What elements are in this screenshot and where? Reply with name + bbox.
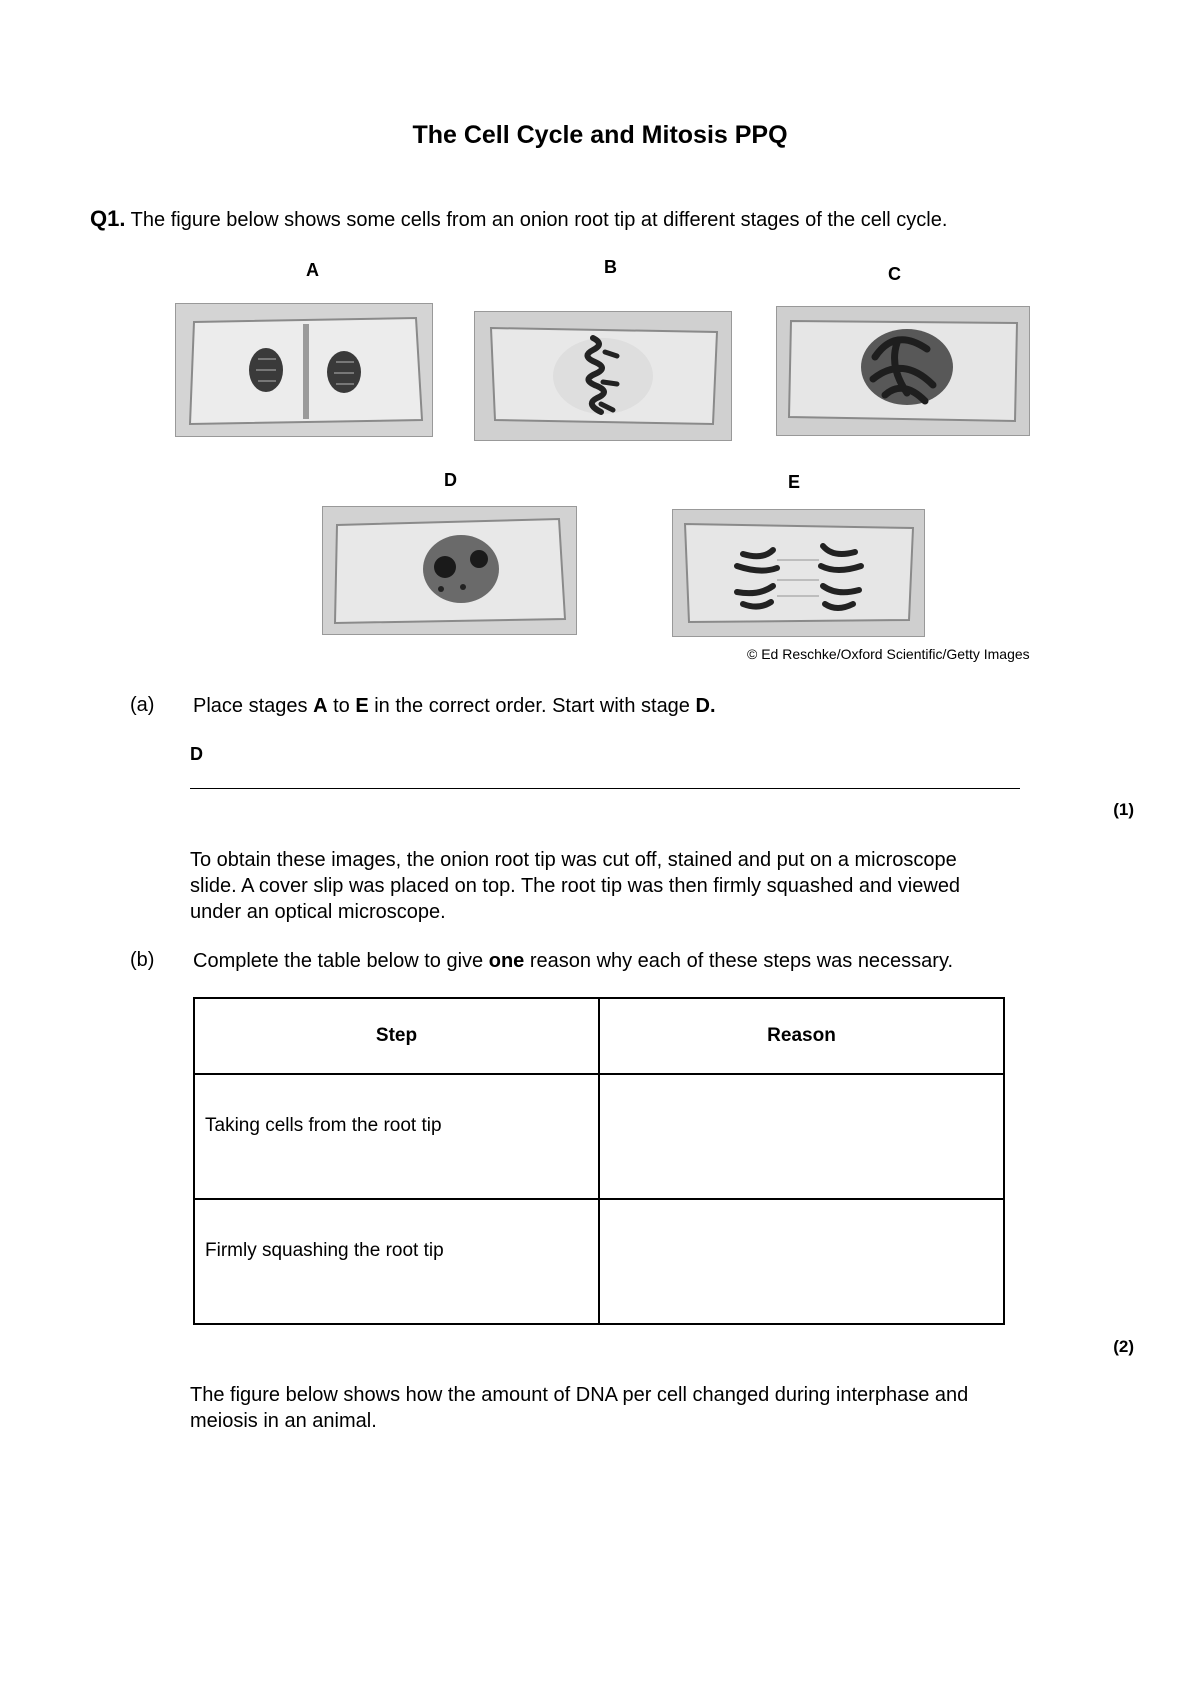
header-step: Step (194, 998, 599, 1074)
reason-answer-cell[interactable] (599, 1199, 1004, 1324)
figure-label-e: E (788, 472, 801, 492)
figure-label-b: B (604, 257, 617, 277)
question-1-text: The figure below shows some cells from an onion root tip at different stages of the cell cycle. (130, 209, 948, 231)
part-a-marks: (1) (1113, 800, 1134, 819)
table-row (194, 1074, 1004, 1199)
question-1-intro (90, 206, 947, 232)
part-b-marks: (2) (1113, 1337, 1134, 1356)
step-reason-table (193, 997, 1005, 1325)
part-b-question: Complete the table below to give one reason why each of these steps was necessary. (193, 950, 954, 972)
figure-label-d: D (444, 470, 457, 490)
context-paragraph: To obtain these images, the onion root tip was cut off, stained and put on a microscope slide. A cover slip was placed on top. The root tip was then firmly squashed and viewed under an optical microscope. (190, 849, 961, 923)
figure-label-a: A (306, 260, 319, 280)
cell-image-d (322, 506, 577, 635)
table-row (194, 1199, 1004, 1324)
part-b-marker: (b) (130, 949, 155, 971)
question-number: Q1. (90, 206, 126, 231)
step-cell: Firmly squashing the root tip (194, 1199, 599, 1324)
answer-start-label: D (190, 744, 203, 764)
next-figure-intro: The figure below shows how the amount of DNA per cell changed during interphase and meiosis in an animal. (190, 1384, 969, 1432)
reason-answer-cell[interactable] (599, 1074, 1004, 1199)
page-title: The Cell Cycle and Mitosis PPQ (412, 121, 788, 149)
cell-image-e (672, 509, 925, 637)
cell-image-b (474, 311, 732, 441)
cell-image-c (776, 306, 1030, 436)
part-a-question: Place stages A to E in the correct order. Start with stage D. (193, 695, 716, 717)
step-cell: Taking cells from the root tip (194, 1074, 599, 1199)
cell-image-a (175, 303, 433, 437)
figure-label-c: C (888, 264, 901, 284)
table-header-row (194, 998, 1004, 1074)
part-a-marker: (a) (130, 694, 155, 716)
answer-line[interactable] (190, 788, 1020, 789)
header-reason: Reason (599, 998, 1004, 1074)
image-credit: © Ed Reschke/Oxford Scientific/Getty Images (747, 646, 1030, 662)
